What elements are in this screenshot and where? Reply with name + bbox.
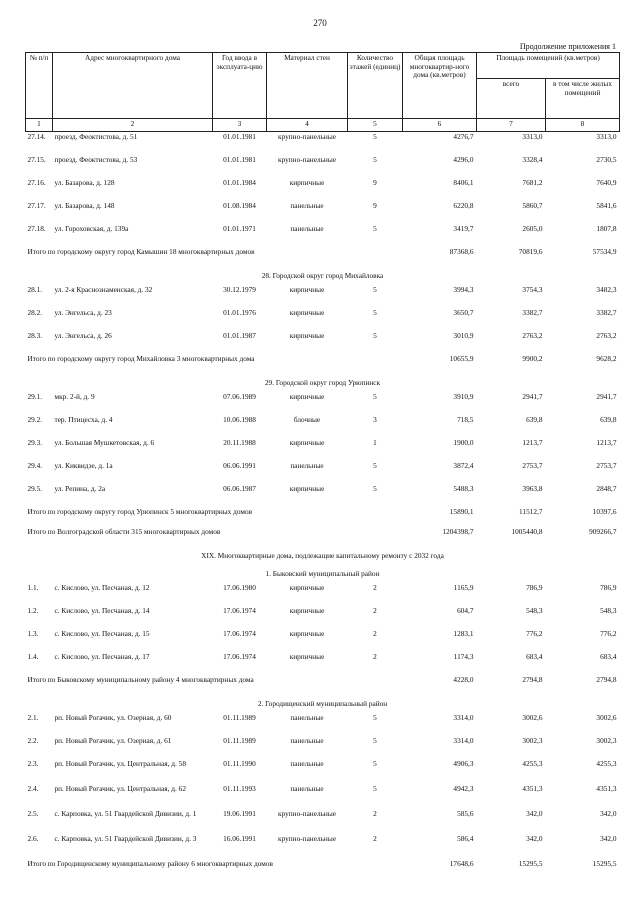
row-area-all: 3382,7 [522, 308, 543, 317]
row-address: ул. Гороховская, д. 139а [54, 224, 129, 233]
row-wall-material: панельные [290, 224, 324, 233]
table-row [26, 285, 620, 308]
table-row [26, 331, 620, 354]
column-number: 4 [267, 119, 348, 132]
row-year: 01.08.1984 [223, 201, 256, 210]
row-area-all: 342,0 [526, 809, 543, 818]
row-total-area: 4942,3 [453, 784, 474, 793]
row-floors: 5 [373, 392, 377, 401]
row-total-area: 585,6 [457, 809, 474, 818]
row-total-area: 3314,0 [453, 736, 474, 745]
row-number: 27.16. [27, 178, 46, 187]
column-number: 5 [348, 119, 403, 132]
table-row [26, 155, 620, 178]
total-area-living: 57534,9 [592, 247, 617, 256]
row-wall-material: кирпичные [289, 583, 325, 592]
table-row [26, 583, 620, 606]
row-address: рп. Новый Рогачик, ул. Озерная, д. 60 [54, 713, 172, 722]
row-area-living: 2763,2 [596, 331, 617, 340]
header-no: № п/п [26, 53, 53, 119]
section-row [26, 547, 620, 565]
column-number: 3 [213, 119, 267, 132]
column-number: 2 [53, 119, 213, 132]
housing-table [25, 52, 620, 879]
row-year: 17.06.1974 [223, 629, 256, 638]
row-floors: 1 [373, 438, 377, 447]
row-area-living: 2730,5 [596, 155, 617, 164]
row-year: 01.11.1989 [223, 736, 256, 745]
row-area-living: 7640,9 [596, 178, 617, 187]
section-title: 28. Городской округ город Михайловка [261, 270, 384, 280]
row-area-living: 2941,7 [596, 392, 617, 401]
total-row [26, 247, 620, 267]
total-area-all: 70819,6 [518, 247, 543, 256]
row-wall-material: крупно-панельные [278, 155, 336, 164]
total-area-living: 2794,8 [596, 675, 617, 684]
row-area-living: 2753,7 [596, 461, 617, 470]
row-number: 2.3. [27, 759, 39, 768]
row-number: 29.5. [27, 484, 43, 493]
total-area-living: 9628,2 [596, 354, 617, 363]
row-address: проезд. Феоктистова, д. 51 [54, 132, 138, 141]
row-number: 29.2. [27, 415, 43, 424]
row-address: мкр. 2-й, д. 9 [54, 392, 95, 401]
row-total-area: 4296,0 [453, 155, 474, 164]
row-floors: 9 [373, 178, 377, 187]
row-area-living: 5841,6 [596, 201, 617, 210]
row-year: 19.06.1991 [223, 809, 256, 818]
row-year: 30.12.1979 [223, 285, 256, 294]
row-area-living: 4351,3 [596, 784, 617, 793]
table-row [26, 606, 620, 629]
total-area: 10655,9 [449, 354, 474, 363]
row-year: 01.01.1987 [223, 331, 256, 340]
header-floors: Количество этажей (единиц) [348, 53, 403, 119]
row-wall-material: кирпичные [289, 178, 325, 187]
table-row [26, 392, 620, 415]
row-wall-material: кирпичные [289, 308, 325, 317]
row-floors: 5 [373, 784, 377, 793]
row-area-living: 3313,0 [596, 132, 617, 141]
column-number: 1 [26, 119, 53, 132]
row-address: ул. Большая Мушкетовская, д. 6 [54, 438, 155, 447]
row-year: 01.11.1993 [223, 784, 256, 793]
total-area-all: 2794,8 [522, 675, 543, 684]
total-area: 1204398,7 [442, 527, 474, 536]
row-floors: 5 [373, 759, 377, 768]
page-number: 270 [313, 18, 327, 28]
row-total-area: 3010,9 [453, 331, 474, 340]
row-area-all: 3754,3 [522, 285, 543, 294]
total-area-living: 909266,7 [589, 527, 617, 536]
row-address: ул. Базарова, д. 128 [54, 178, 115, 187]
row-floors: 9 [373, 201, 377, 210]
row-floors: 5 [373, 461, 377, 470]
row-area-living: 1807,8 [596, 224, 617, 233]
row-number: 1.2. [27, 606, 39, 615]
row-floors: 5 [373, 224, 377, 233]
row-total-area: 5488,3 [453, 484, 474, 493]
table-row [26, 809, 620, 834]
row-area-living: 342,0 [600, 834, 617, 843]
row-floors: 5 [373, 713, 377, 722]
total-label: Итого по Городищенскому муниципальному району 6 многоквартирных домов [27, 859, 274, 868]
total-label: Итого по Волгоградской области 315 многоквартирных домов [27, 527, 221, 536]
row-floors: 5 [373, 155, 377, 164]
table-row [26, 438, 620, 461]
row-year: 06.06.1991 [223, 461, 256, 470]
row-area-all: 683,4 [526, 652, 543, 661]
section-row [26, 695, 620, 713]
row-total-area: 1174,3 [453, 652, 474, 661]
row-year: 17.06.1980 [223, 583, 256, 592]
row-wall-material: крупно-панельные [278, 132, 336, 141]
row-wall-material: панельные [290, 461, 324, 470]
table-row [26, 652, 620, 675]
row-area-all: 3313,0 [522, 132, 543, 141]
row-year: 01.01.1981 [223, 132, 256, 141]
row-wall-material: панельные [290, 784, 324, 793]
total-row [26, 527, 620, 547]
total-area-all: 1005440,8 [511, 527, 543, 536]
row-total-area: 604,7 [457, 606, 474, 615]
row-total-area: 3419,7 [453, 224, 474, 233]
row-address: с. Кислово, ул. Песчаная, д. 15 [54, 629, 150, 638]
total-area: 15890,1 [449, 507, 474, 516]
row-area-living: 4255,3 [596, 759, 617, 768]
row-address: проезд. Феоктистова, д. 53 [54, 155, 138, 164]
row-area-living: 3382,7 [596, 308, 617, 317]
header-address: Адрес многоквартирного дома [53, 53, 213, 119]
section-title: XIX. Многоквартирные дома, подлежащие капитальному ремонту с 2032 года [201, 550, 444, 560]
row-area-all: 4255,3 [522, 759, 543, 768]
row-address: с. Кислово, ул. Песчаная, д. 17 [54, 652, 150, 661]
total-row [26, 859, 620, 879]
header-year: Год ввода в эксплуата-цию [213, 53, 267, 119]
row-year: 20.11.1988 [223, 438, 256, 447]
row-floors: 5 [373, 285, 377, 294]
row-address: рп. Новый Рогачик, ул. Центральная, д. 62 [54, 784, 186, 793]
row-area-living: 2848,7 [596, 484, 617, 493]
row-area-all: 7681,2 [522, 178, 543, 187]
row-wall-material: кирпичные [289, 331, 325, 340]
row-area-all: 786,9 [526, 583, 543, 592]
total-area: 87368,6 [449, 247, 474, 256]
row-year: 16.06.1991 [223, 834, 256, 843]
row-total-area: 3872,4 [453, 461, 474, 470]
row-area-all: 3328,4 [522, 155, 543, 164]
row-area-all: 2605,0 [522, 224, 543, 233]
row-total-area: 6220,8 [453, 201, 474, 210]
row-area-living: 776,2 [600, 629, 617, 638]
row-floors: 2 [373, 652, 377, 661]
row-total-area: 4906,3 [453, 759, 474, 768]
row-wall-material: кирпичные [289, 392, 325, 401]
row-number: 1.3. [27, 629, 39, 638]
row-floors: 3 [373, 415, 377, 424]
row-year: 17.06.1974 [223, 606, 256, 615]
row-area-all: 639,8 [526, 415, 543, 424]
row-wall-material: крупно-панельные [278, 834, 336, 843]
row-wall-material: кирпичные [289, 484, 325, 493]
total-row [26, 507, 620, 527]
row-area-all: 3002,6 [522, 713, 543, 722]
row-wall-material: панельные [290, 736, 324, 745]
total-label: Итого по городскому округу город Урюпинск 5 многоквартирных домов [27, 507, 253, 516]
row-wall-material: панельные [290, 759, 324, 768]
row-number: 29.1. [27, 392, 43, 401]
table-row [26, 461, 620, 484]
row-address: рп. Новый Рогачик, ул. Центральная, д. 58 [54, 759, 186, 768]
row-floors: 2 [373, 834, 377, 843]
table-body [26, 132, 620, 880]
total-area: 17648,6 [449, 859, 474, 868]
row-wall-material: кирпичные [289, 285, 325, 294]
row-area-living: 548,3 [600, 606, 617, 615]
row-address: с. Карповка, ул. 51 Гвардейской Дивизии, д. 1 [54, 809, 197, 818]
row-year: 01.01.1981 [223, 155, 256, 164]
row-year: 01.01.1971 [223, 224, 256, 233]
row-total-area: 8406,1 [453, 178, 474, 187]
total-label: Итого по городскому округу город Камышин 18 многоквартирных домов [27, 247, 255, 256]
row-area-all: 3963,8 [522, 484, 543, 493]
section-row [26, 374, 620, 392]
row-area-all: 342,0 [526, 834, 543, 843]
row-wall-material: кирпичные [289, 629, 325, 638]
row-number: 1.4. [27, 652, 39, 661]
row-number: 1.1. [27, 583, 39, 592]
table-row [26, 834, 620, 859]
total-row [26, 675, 620, 695]
row-floors: 5 [373, 331, 377, 340]
row-area-all: 2763,2 [522, 331, 543, 340]
total-area-living: 10397,6 [592, 507, 617, 516]
row-floors: 5 [373, 736, 377, 745]
row-floors: 5 [373, 132, 377, 141]
row-area-living: 786,9 [600, 583, 617, 592]
row-wall-material: панельные [290, 201, 324, 210]
table-row [26, 759, 620, 784]
row-area-all: 1213,7 [522, 438, 543, 447]
row-area-all: 548,3 [526, 606, 543, 615]
row-year: 17.06.1974 [223, 652, 256, 661]
row-floors: 2 [373, 629, 377, 638]
row-number: 27.17. [27, 201, 46, 210]
row-year: 01.01.1976 [223, 308, 256, 317]
row-address: ул. 2-я Краснознаменская, д. 32 [54, 285, 153, 294]
row-wall-material: панельные [290, 713, 324, 722]
row-number: 2.5. [27, 809, 39, 818]
section-title: 1. Быковский муниципальный район [265, 568, 380, 578]
table-row [26, 629, 620, 652]
row-floors: 2 [373, 809, 377, 818]
row-total-area: 1283,1 [453, 629, 474, 638]
row-wall-material: кирпичные [289, 438, 325, 447]
row-number: 27.14. [27, 132, 46, 141]
row-number: 27.15. [27, 155, 46, 164]
section-title: 2. Городищенский муниципальный район [257, 698, 388, 708]
total-label: Итого по Быковскому муниципальному району 4 многоквартирных дома [27, 675, 254, 684]
row-total-area: 586,4 [457, 834, 474, 843]
header-premises-living: в том числе жилых помещений [546, 79, 620, 119]
table-row [26, 784, 620, 809]
row-wall-material: блочные [293, 415, 321, 424]
row-total-area: 3650,7 [453, 308, 474, 317]
column-number: 7 [477, 119, 546, 132]
row-year: 01.11.1990 [223, 759, 256, 768]
row-total-area: 718,5 [457, 415, 474, 424]
total-area: 4228,0 [453, 675, 474, 684]
row-wall-material: крупно-панельные [278, 809, 336, 818]
row-address: ул. Репина, д. 2а [54, 484, 106, 493]
row-number: 2.2. [27, 736, 39, 745]
section-row [26, 565, 620, 583]
row-area-living: 3482,3 [596, 285, 617, 294]
row-number: 2.6. [27, 834, 39, 843]
row-address: ул. Базарова, д. 148 [54, 201, 115, 210]
row-number: 28.2. [27, 308, 43, 317]
section-title: 29. Городской округ город Урюпинск [264, 377, 381, 387]
row-year: 01.11.1989 [223, 713, 256, 722]
row-area-all: 2753,7 [522, 461, 543, 470]
header-premises-all: всего [477, 79, 546, 119]
row-year: 10.06.1988 [223, 415, 256, 424]
column-numbers-row [26, 119, 620, 132]
row-area-living: 3002,3 [596, 736, 617, 745]
row-area-all: 4351,3 [522, 784, 543, 793]
row-address: ул. Энгельса, д. 23 [54, 308, 112, 317]
column-number: 6 [403, 119, 477, 132]
table-row [26, 484, 620, 507]
row-wall-material: кирпичные [289, 652, 325, 661]
row-address: с. Кислово, ул. Песчаная, д. 14 [54, 606, 150, 615]
row-area-all: 776,2 [526, 629, 543, 638]
row-area-living: 342,0 [600, 809, 617, 818]
total-area-all: 15295,5 [518, 859, 543, 868]
row-total-area: 3910,9 [453, 392, 474, 401]
header-total-area: Общая площадь многоквартир-ного дома (кв.метров) [403, 53, 477, 119]
row-address: с. Кислово, ул. Песчаная, д. 12 [54, 583, 150, 592]
row-year: 07.06.1989 [223, 392, 256, 401]
total-label: Итого по городскому округу город Михайловка 3 многоквартирных дома [27, 354, 255, 363]
row-area-all: 5860,7 [522, 201, 543, 210]
row-area-living: 683,4 [600, 652, 617, 661]
total-area-all: 11512,7 [519, 507, 543, 516]
row-address: ул. Киквидзе, д. 1а [54, 461, 113, 470]
header-premises: Площадь помещений (кв.метров) [477, 53, 620, 79]
row-total-area: 1165,9 [453, 583, 474, 592]
row-address: с. Карповка, ул. 51 Гвардейской Дивизии, д. 3 [54, 834, 197, 843]
row-address: тер. Птицесха, д. 4 [54, 415, 113, 424]
row-total-area: 4276,7 [453, 132, 474, 141]
header-walls: Материал стен [267, 53, 348, 119]
row-number: 2.4. [27, 784, 39, 793]
table-row [26, 224, 620, 247]
row-floors: 5 [373, 484, 377, 493]
row-total-area: 3994,3 [453, 285, 474, 294]
table-row [26, 132, 620, 156]
appendix-note: Продолжение приложения 1 [519, 42, 616, 51]
total-area-living: 15295,5 [592, 859, 617, 868]
row-year: 06.06.1987 [223, 484, 256, 493]
total-row [26, 354, 620, 374]
row-total-area: 3314,0 [453, 713, 474, 722]
row-total-area: 1900,0 [453, 438, 474, 447]
total-area-all: 9900,2 [522, 354, 543, 363]
row-area-living: 639,8 [600, 415, 617, 424]
row-year: 01.01.1984 [223, 178, 256, 187]
row-area-all: 2941,7 [522, 392, 543, 401]
row-number: 2.1. [27, 713, 39, 722]
section-row [26, 267, 620, 285]
table-row [26, 415, 620, 438]
row-number: 29.4. [27, 461, 43, 470]
row-floors: 2 [373, 583, 377, 592]
row-area-all: 3002,3 [522, 736, 543, 745]
table-header [26, 53, 620, 132]
column-number: 8 [546, 119, 620, 132]
row-number: 29.3. [27, 438, 43, 447]
row-floors: 5 [373, 308, 377, 317]
row-address: рп. Новый Рогачик, ул. Озерная, д. 61 [54, 736, 172, 745]
row-area-living: 1213,7 [596, 438, 617, 447]
table-row [26, 736, 620, 759]
row-number: 27.18. [27, 224, 46, 233]
table-row [26, 201, 620, 224]
row-area-living: 3002,6 [596, 713, 617, 722]
row-number: 28.3. [27, 331, 43, 340]
row-number: 28.1. [27, 285, 43, 294]
row-floors: 2 [373, 606, 377, 615]
table-row [26, 713, 620, 736]
row-wall-material: кирпичные [289, 606, 325, 615]
row-address: ул. Энгельса, д. 26 [54, 331, 112, 340]
table-row [26, 308, 620, 331]
table-row [26, 178, 620, 201]
